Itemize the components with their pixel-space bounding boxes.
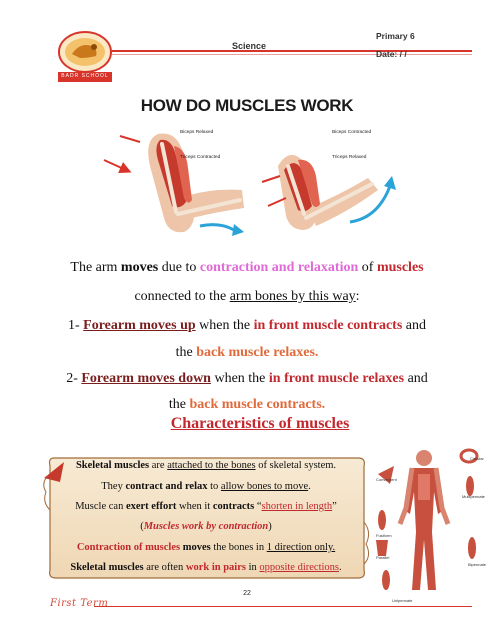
date-label: Date: / / (376, 49, 407, 59)
text-bold: moves (120, 260, 159, 275)
intro-line-1 (0, 260, 494, 276)
header-rule (112, 50, 472, 52)
text: Muscle can (75, 501, 124, 512)
text-bold: contracts (212, 501, 255, 512)
text: : (355, 289, 360, 304)
text: and (407, 371, 428, 386)
text: They (101, 481, 123, 492)
text-red: muscles (376, 260, 424, 275)
point-number: 2- (66, 371, 78, 386)
text: are (151, 460, 165, 471)
text: ” (332, 501, 337, 512)
point-1-line-2 (0, 345, 494, 361)
text: and (405, 318, 426, 333)
label-unipennate: Unipennate (392, 598, 413, 603)
point-2-line-2 (0, 397, 494, 413)
text-orange: back muscle relaxes. (196, 345, 319, 360)
text: “ (256, 501, 262, 512)
text-red: in front muscle contracts (253, 318, 403, 333)
text-bold: moves (182, 542, 211, 553)
char-line-1 (40, 460, 372, 471)
text-red: in front muscle relaxes (268, 371, 405, 386)
text: in (248, 562, 257, 573)
text-red-italic: Muscles work by contraction (143, 521, 269, 532)
point-heading: Forearm moves down (81, 371, 211, 386)
footer-rule (94, 606, 472, 607)
intro-line-2 (0, 289, 494, 305)
text-underlined: 1 direction only. (266, 542, 336, 553)
label-biceps-contracted: Biceps Contracted (332, 130, 372, 135)
page-number: 22 (243, 590, 251, 597)
text-bold: Skeletal muscles (75, 460, 150, 471)
char-line-4 (40, 521, 372, 532)
text-red: Contraction of muscles (76, 542, 181, 553)
page-title: HOW DO MUSCLES WORK (140, 96, 354, 115)
text-red: work in pairs (185, 562, 246, 573)
point-2-line-1 (0, 371, 494, 387)
text: to (210, 481, 219, 492)
subject-label: Science (232, 41, 267, 51)
text: when it (179, 501, 211, 512)
term-label: First Term (50, 598, 109, 609)
text: are often (146, 562, 184, 573)
label-triceps-relaxed: Triceps Relaxed (332, 155, 367, 160)
text-red-underlined: opposite directions (259, 562, 339, 573)
text-red-underlined: shorten in length (261, 501, 333, 512)
label-circular: Circular (470, 456, 484, 461)
text-orange: back muscle contracts. (189, 397, 326, 412)
text-bold: exert effort (125, 501, 177, 512)
text: the bones in (213, 542, 265, 553)
text-bold: contract and relax (125, 481, 208, 492)
logo-text: BADR SCHOOL (61, 73, 109, 79)
label-multipennate: Multipennate (462, 494, 485, 499)
label-parallel: Parallel (376, 555, 390, 560)
label-convergent: Convergent (376, 477, 397, 482)
text-bold: Skeletal muscles (70, 562, 144, 573)
label-bipennate: Bipennate (468, 562, 487, 567)
text: the (168, 397, 186, 412)
label-fusiform: Fusiform (376, 533, 392, 538)
section-title: Characteristics of muscles (170, 415, 350, 432)
label-triceps-contracted: Triceps Contracted (180, 155, 221, 160)
char-line-5 (40, 542, 372, 553)
text-underlined: allow bones to move (220, 481, 309, 492)
text: ( (140, 521, 144, 532)
text: of (361, 260, 374, 275)
text: when the (199, 318, 251, 333)
muscle-body-figure (372, 444, 482, 604)
text: the (175, 345, 193, 360)
point-1-line-1 (0, 318, 494, 334)
text: The arm (70, 260, 118, 275)
header-rule-thin (112, 54, 472, 55)
text: due to (161, 260, 197, 275)
text-underlined: arm bones by this way (229, 289, 356, 304)
arm-figure-left (100, 126, 250, 236)
text: . (339, 562, 342, 573)
char-line-6 (40, 562, 372, 573)
text-underlined: attached to the bones (167, 460, 256, 471)
grade-label: Primary 6 (376, 31, 415, 41)
point-number: 1- (68, 318, 80, 333)
arm-figure-right (258, 126, 408, 236)
text: when the (214, 371, 266, 386)
char-line-2: They contract and relax to allow bones to move. (101, 481, 311, 492)
text: connected to the (134, 289, 227, 304)
text: of skeletal system. (258, 460, 337, 471)
label-biceps-relaxed: Biceps Relaxed (180, 130, 214, 135)
text: ) (268, 521, 272, 532)
point-heading: Forearm moves up (83, 318, 196, 333)
text-pink: contraction and relaxation (199, 260, 359, 275)
char-line-3 (40, 501, 372, 512)
